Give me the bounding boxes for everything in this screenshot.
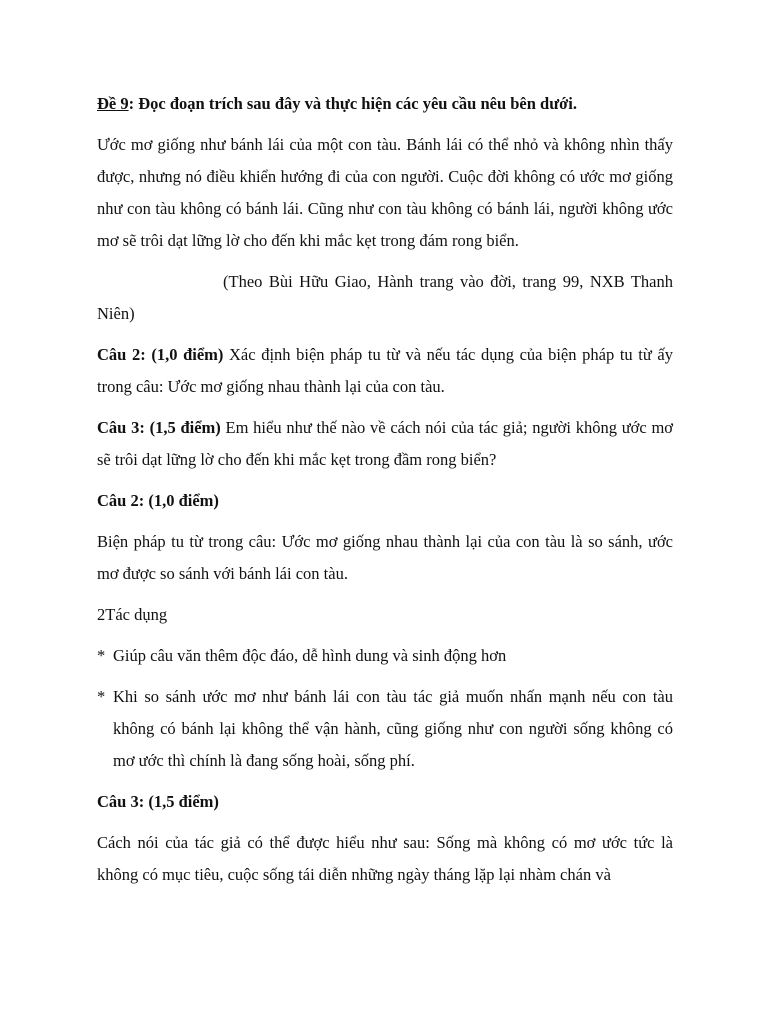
question-3-text: Em hiểu như thế nào về cách nói của tác giả; người không ước mơ sẽ trôi dạt lững lờ cho đến khi mắc kẹt trong đầm rong biển? — [97, 418, 674, 469]
bullet-item — [97, 681, 673, 777]
exam-number: Đề 9 — [97, 94, 129, 113]
answer-2-heading: Câu 2: (1,0 điểm) — [97, 491, 219, 510]
answer-3-heading: Câu 3: (1,5 điểm) — [97, 792, 219, 811]
question-2-label: Câu 2: (1,0 điểm) — [97, 345, 224, 364]
bullet-text: Giúp câu văn thêm độc đáo, dễ hình dung và sinh động hơn — [113, 646, 507, 665]
answer-3-text: Cách nói của tác giả có thể được hiểu như sau: Sống mà không có mơ ước tức là không có mục tiêu, cuộc sống tái diễn những ngày tháng lặp lại nhàm chán và — [97, 833, 673, 884]
answer-2-text: Biện pháp tu từ trong câu: Ước mơ giống nhau thành lại của con tàu là so sánh, ước mơ được so sánh với bánh lái con tàu. — [97, 532, 673, 583]
exam-title — [97, 88, 673, 120]
bullet-marker: * — [97, 646, 106, 665]
exam-instruction: : Đọc đoạn trích sau đây và thực hiện các yêu cầu nêu bên dưới. — [128, 94, 577, 113]
bullet-text: Khi so sánh ước mơ như bánh lái con tàu tác giả muốn nhấn mạnh nếu con tàu không có bánh lại không thể vận hành, cũng giống như con người sống không có mơ ước thì chính là đang sống hoài, sống phí. — [113, 687, 673, 770]
question-3 — [97, 412, 673, 476]
question-3-label: Câu 3: (1,5 điểm) — [97, 418, 221, 437]
bullet-item — [97, 640, 673, 672]
question-2 — [97, 339, 673, 403]
bullet-marker: * — [97, 687, 106, 706]
question-2-text: Xác định biện pháp tu từ và nếu tác dụng của biện pháp tu từ ấy trong câu: Ước mơ giống nhau thành lại của con tàu. — [97, 345, 673, 396]
passage-source — [97, 266, 673, 330]
document-page — [97, 88, 673, 900]
source-text: (Theo Bùi Hữu Giao, Hành trang vào đời, trang 99, NXB Thanh Niên) — [97, 272, 673, 323]
passage: Ước mơ giống như bánh lái của một con tàu. Bánh lái có thể nhỏ và không nhìn thấy được, nhưng nó điều khiển hướng đi của con người. Cuộc đời không có ước mơ giống như con tàu không có bánh lái. Cũng như con tàu không có bánh lái, người không ước mơ sẽ trôi dạt lững lờ cho đến khi mắc kẹt trong đám rong biển. — [97, 135, 673, 250]
effect-heading: 2Tác dụng — [97, 605, 168, 624]
